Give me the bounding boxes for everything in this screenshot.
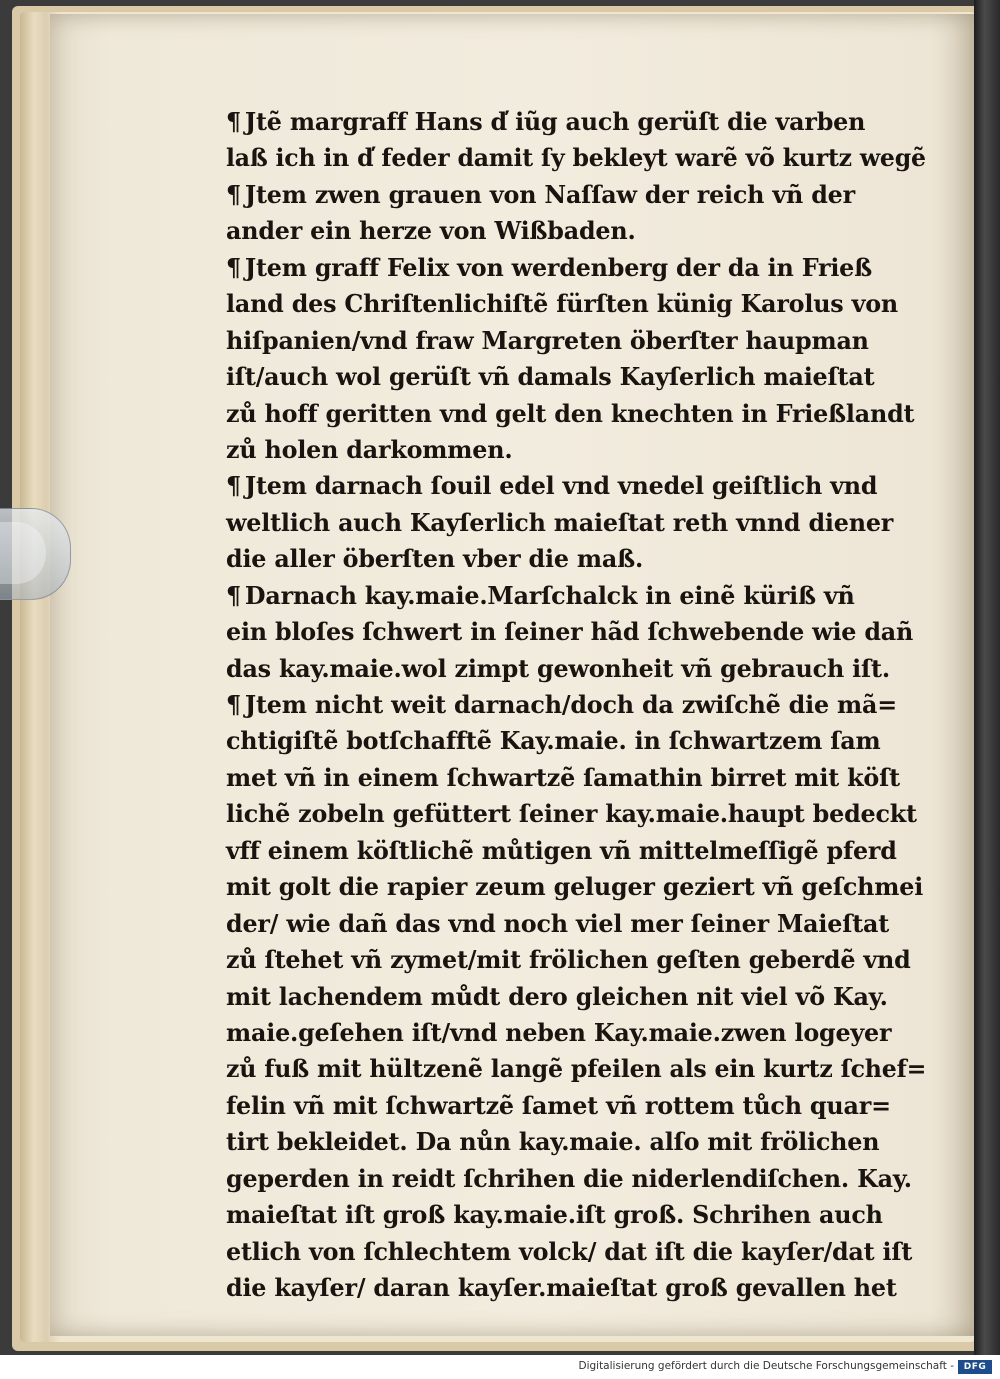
text-line: mit golt die rapier zeum geluger geziert vñ geſchmei (226, 872, 924, 902)
footer-bar (0, 1355, 1000, 1379)
text-line: die kayſer/ daran kayſer.maieſtat groß gevallen het (226, 1273, 897, 1302)
binding-strip (974, 0, 1000, 1355)
text-line: tirt bekleidet. Da nůn kay.maie. alſo mit frölichen (226, 1127, 880, 1157)
text-line: zů ſtehet vñ zymet/mit frölichen geſten geberdẽ vnd (226, 945, 911, 975)
text-line: zů fuß mit hültzenẽ langẽ pfeilen als ein kurtz ſchef= (226, 1054, 927, 1084)
text-line: mit lachendem můdt dero gleichen nit viel võ Kay. (226, 981, 888, 1011)
text-line: land des Chriſtenlichiſtẽ fürſten künig Karolus von (226, 289, 899, 319)
text-line: ander ein herze von Wißbaden. (226, 216, 636, 246)
text-line: die aller öberſten vber die maß. (226, 544, 644, 574)
text-line: geperden in reidt ſchrihen die niderlendiſchen. Kay. (226, 1163, 912, 1193)
text-line: ¶ Jtem graff Felix von werdenberg der da in Frieß (226, 250, 926, 286)
dfg-logo: DFG (958, 1360, 992, 1374)
text-line: zů holen darkommen. (226, 434, 513, 464)
text-line: ¶ Jtem nicht weit darnach/doch da zwiſchẽ die mã= (226, 687, 926, 723)
text-line: met vñ in einem ſchwartzẽ ſamathin birret mit köſt (226, 762, 900, 792)
text-line: felin vñ mit ſchwartzẽ ſamet vñ rottem tůch quar= (226, 1090, 891, 1120)
text-line: zů hoff geritten vnd gelt den knechten in Frießlandt (226, 398, 915, 428)
text-line: das kay.maie.wol zimpt gewonheit vñ gebrauch iſt. (226, 653, 890, 683)
text-line: maie.geſehen iſt/vnd neben Kay.maie.zwen logeyer (226, 1017, 892, 1047)
funding-notice: Digitalisierung gefördert durch die Deutsche Forschungsgemeinschaft - (578, 1360, 954, 1372)
text-line: weltlich auch Kayſerlich maieſtat reth vnnd diener (226, 507, 894, 537)
text-line: vff einem köſtlichẽ můtigen vñ mittelmeſſigẽ pferd (226, 835, 897, 865)
text-line: der/ wie dañ das vnd noch viel mer ſeiner Maieſtat (226, 908, 890, 938)
text-line: ¶ Darnach kay.maie.Marſchalck in einẽ küriß vñ (226, 578, 926, 614)
text-line: ein bloſes ſchwert in ſeiner hãd ſchwebende wie dañ (226, 617, 914, 647)
text-line: iſt/auch wol gerüſt vñ damals Kayſerlich maieſtat (226, 362, 875, 392)
text-line: ¶ Jtẽ margraff Hans d̕ iũg auch gerüſt die varben (226, 104, 926, 140)
text-line: laß ich in d̕ feder damit ſy bekleyt warẽ võ kurtz wegẽ (226, 143, 926, 173)
text-line: maieſtat iſt groß kay.maie.iſt groß. Schrihen auch (226, 1200, 883, 1230)
text-line: ¶ Jtem zwen grauen von Naſſaw der reich vñ der (226, 177, 926, 213)
text-line: hiſpanien/vnd fraw Margreten öberſter haupman (226, 325, 869, 355)
text-line: ¶ Jtem darnach ſouil edel vnd vnedel geiſtlich vnd (226, 468, 926, 504)
text-line: chtigiſtẽ botſchafftẽ Kay.maie. in ſchwartzem ſam (226, 726, 881, 756)
page-text-block (226, 104, 932, 1306)
text-line: lichẽ zobeln gefüttert ſeiner kay.maie.haupt bedeckt (226, 799, 917, 829)
text-line: etlich von ſchlechtem volck/ dat iſt die kayſer/dat iſt (226, 1236, 913, 1266)
